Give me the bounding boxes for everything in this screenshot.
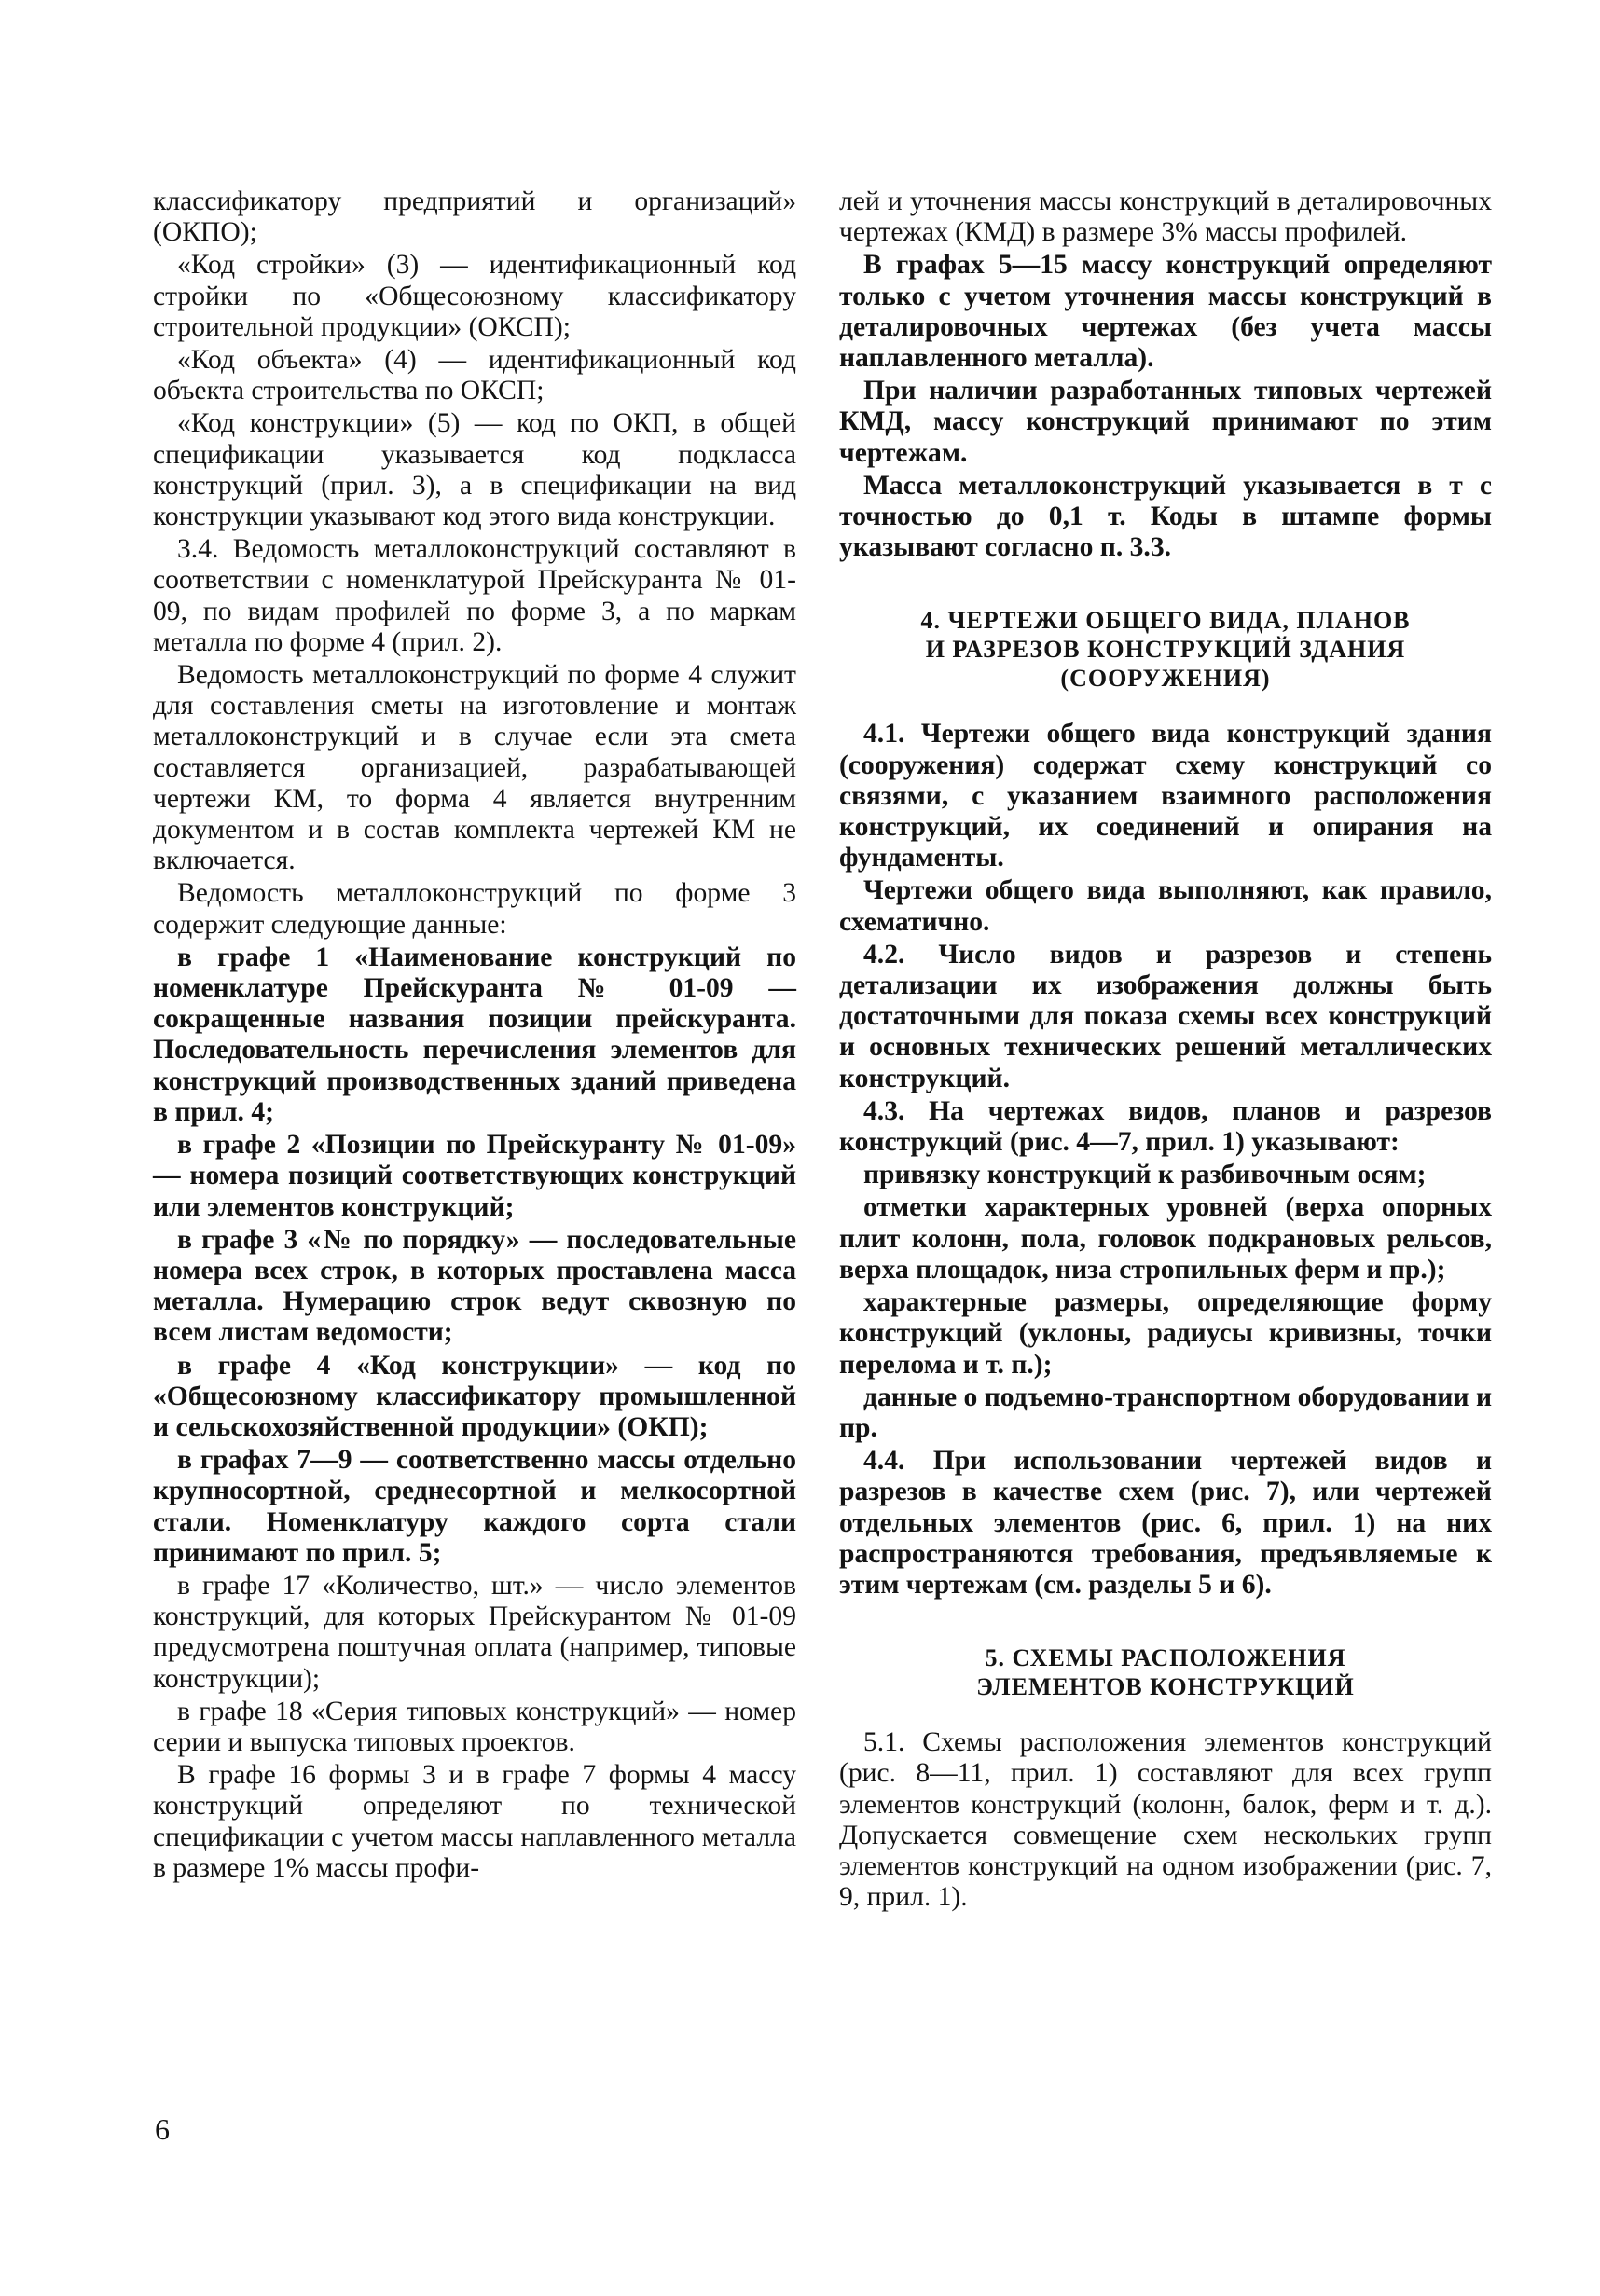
heading-line: (СООРУЖЕНИЯ) xyxy=(1060,665,1271,693)
page-number: 6 xyxy=(155,2112,170,2146)
paragraph: в графе 1 «Наименование конструкций по номенклатуре Прейскуранта № 01-09 — сокращенные названия позиции прейскуранта. Последовательность перечисления элементов для конструкций производственных зданий приведена в прил. 4; xyxy=(153,942,796,1127)
heading-line: 5. СХЕМЫ РАСПОЛОЖЕНИЯ xyxy=(985,1644,1346,1672)
paragraph: «Код стройки» (3) — идентификационный код стройки по «Общесоюзному классификатору строительной продукции» (ОКСП); xyxy=(153,250,796,342)
paragraph: в графах 7—9 — соответственно массы отдельно крупносортной, среднесортной и мелкосортной стали. Номенклатуру каждого сорта стали принимают по прил. 5; xyxy=(153,1445,796,1568)
paragraph: Ведомость металлоконструкций по форме 4 служит для составления сметы на изготовление и монтаж металлоконструкций и в случае если эта смета составляется организацией, разрабатывающей чертежи КМ, то форма 4 является внутренним документом и в состав комплекта чертежей КМ не включается. xyxy=(153,660,796,876)
paragraph: При наличии разработанных типовых чертежей КМД, массу конструкций принимают по этим чертежам. xyxy=(839,376,1492,468)
paragraph: данные о подъемно-транспортном оборудовании и пр. xyxy=(839,1382,1492,1443)
paragraph: В графе 16 формы 3 и в графе 7 формы 4 массу конструкций определяют по технической спецификации с учетом массы наплавленного металла в размере 1% массы профи- xyxy=(153,1760,796,1883)
paragraph: классификатору предприятий и организаций» (ОКПО); xyxy=(153,186,796,248)
paragraph: 4.3. На чертежах видов, планов и разрезов конструкций (рис. 4—7, прил. 1) указывают: xyxy=(839,1095,1492,1158)
paragraph: 4.1. Чертежи общего вида конструкций здания (сооружения) содержат схему конструкций со связями, с указанием взаимного расположения конструкций, их соединений и опирания на фундаменты. xyxy=(839,719,1492,873)
paragraph: лей и уточнения массы конструкций в деталировочных чертежах (КМД) в размере 3% массы профилей. xyxy=(839,186,1492,248)
right-column xyxy=(839,186,1492,1915)
paragraph: в графе 2 «Позиции по Прейскуранту № 01-09» — номера позиций соответствующих конструкций или элементов конструкций; xyxy=(153,1130,796,1222)
paragraph: 5.1. Схемы расположения элементов конструкций (рис. 8—11, прил. 1) составляют для всех групп элементов конструкций (колонн, балок, ферм и т. д.). Допускается совмещение схем нескольких групп элементов конструкций на одном изображении (рис. 7, 9, прил. 1). xyxy=(839,1727,1492,1913)
paragraph: 4.2. Число видов и разрезов и степень детализации их изображения должны быть достаточными для показа схемы всех конструкций и основных технических решений металлических конструкций. xyxy=(839,939,1492,1093)
section-5-heading xyxy=(839,1643,1492,1701)
paragraph: в графе 18 «Серия типовых конструкций» — номер серии и выпуска типовых проектов. xyxy=(153,1696,796,1757)
paragraph: Масса металлоконструкций указывается в т с точностью до 0,1 т. Коды в штампе формы указывают согласно п. 3.3. xyxy=(839,470,1492,563)
paragraph: 4.4. При использовании чертежей видов и разрезов в качестве схем (рис. 7), или чертежей отдельных элементов (рис. 6, прил. 1) на них распространяются требования, предъявляемые к этим чертежам (см. разделы 5 и 6). xyxy=(839,1446,1492,1600)
paragraph: в графе 4 «Код конструкции» — код по «Общесоюзному классификатору промышленной и сельскохозяйственной продукции» (ОКП); xyxy=(153,1350,796,1442)
paragraph: отметки характерных уровней (верха опорных плит колонн, пола, головок подкрановых рельсов, верха площадок, низа стропильных ферм и пр.); xyxy=(839,1192,1492,1285)
heading-line: ЭЛЕМЕНТОВ КОНСТРУКЦИЙ xyxy=(976,1673,1355,1701)
heading-line: И РАЗРЕЗОВ КОНСТРУКЦИЙ ЗДАНИЯ xyxy=(925,636,1406,664)
paragraph: в графе 3 «№ по порядку» — последовательные номера всех строк, в которых проставлена масса металла. Нумерацию строк ведут сквозную по всем листам ведомости; xyxy=(153,1224,796,1348)
heading-line: 4. ЧЕРТЕЖИ ОБЩЕГО ВИДА, ПЛАНОВ xyxy=(920,607,1411,635)
paragraph: характерные размеры, определяющие форму конструкций (уклоны, радиусы кривизны, точки перелома и т. п.); xyxy=(839,1287,1492,1380)
paragraph: Ведомость металлоконструкций по форме 3 содержит следующие данные: xyxy=(153,878,796,940)
paragraph: «Код объекта» (4) — идентификационный код объекта строительства по ОКСП; xyxy=(153,345,796,406)
paragraph: в графе 17 «Количество, шт.» — число элементов конструкций, для которых Прейскурантом № 01-09 предусмотрена поштучная оплата (например, типовые конструкции); xyxy=(153,1570,796,1694)
paragraph: В графах 5—15 массу конструкций определяют только с учетом уточнения массы конструкций в деталировочных чертежах (без учета массы наплавленного металла). xyxy=(839,250,1492,374)
paragraph: привязку конструкций к разбивочным осям; xyxy=(863,1160,1427,1190)
paragraph: Чертежи общего вида выполняют, как правило, схематично. xyxy=(839,875,1492,937)
paragraph: «Код конструкции» (5) — код по ОКП, в общей спецификации указывается код подкласса конструкций (прил. 3), а в спецификации на вид конструкции указывают код этого вида конструкции. xyxy=(153,408,796,532)
paragraph: 3.4. Ведомость металлоконструкций составляют в соответствии с номенклатурой Прейскуранта № 01-09, по видам профилей по форме 3, а по маркам металла по форме 4 (прил. 2). xyxy=(153,534,796,657)
section-4-heading xyxy=(839,606,1492,693)
left-column xyxy=(153,186,796,1886)
